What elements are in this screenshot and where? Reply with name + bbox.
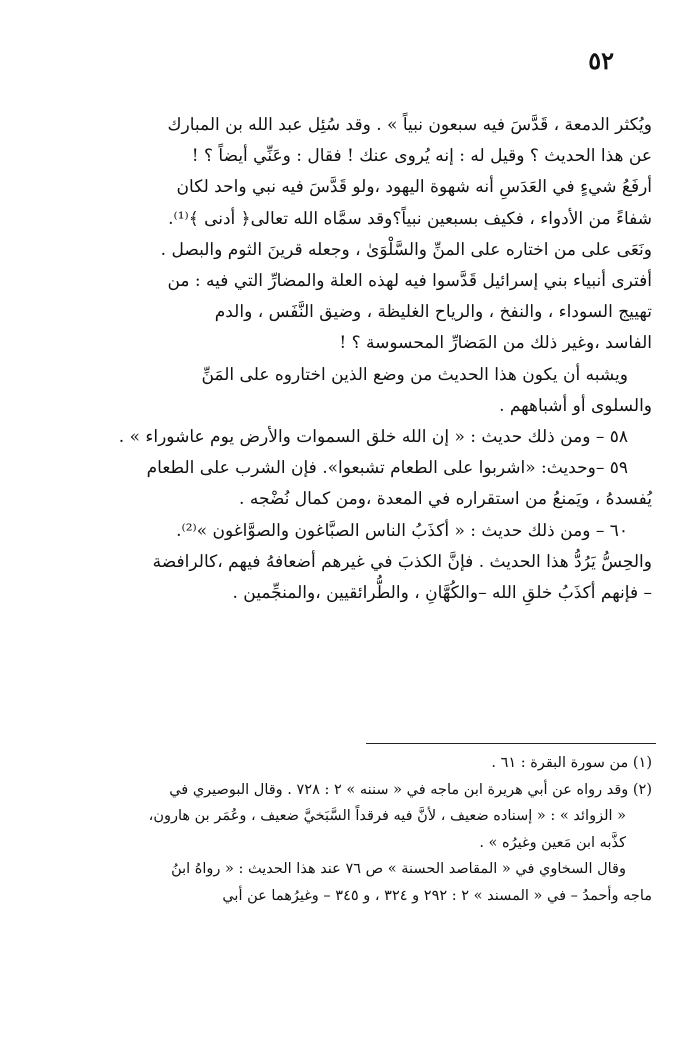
footnote-divider — [366, 743, 656, 744]
footnote-1: (١) من سورة البقرة : ٦١ . — [491, 755, 652, 771]
text-line: الفاسد ،وغير ذلك من المَضارِّ المحسوسة ؟ ! — [339, 333, 652, 354]
footnote-line: كذَّبه ابن مَعين وغيرُه » . — [479, 834, 626, 851]
text-line: ويشبه أن يكون هذا الحديث من وضع الذين اختاروه على المَنِّ — [201, 364, 628, 385]
text-line: يُفسدهُ ، ويَمنعُ من استقراره في المعدة ،ومن كمال نُضْجه . — [239, 489, 652, 510]
page-number: ٥٢ — [588, 46, 614, 75]
text-line: والسلوى أو أشباههم . — [499, 395, 652, 416]
text-line: – فإنهم أكذَبُ خلقِ الله –والكُهَّانِ ، والطُّرائقيين ،والمنجِّمين . — [232, 583, 652, 604]
footnote-line: ماجه وأحمدُ – في « المسند » ٢ : ٢٩٢ و ٣٢٤ ، و ٣٤٥ – وغيرُهما عن أبي — [222, 887, 652, 904]
text-line: ونَعَى على من اختاره على المنِّ والسَّلْوَىٰ ، وجعله قرينَ الثوم والبصل . — [160, 239, 652, 260]
text-line: أفترى أنبياء بني إسرائيل قَدَّسوا فيه لهذه العلة والمضارِّ التي فيه : من — [167, 271, 652, 292]
footnote-line: « الزوائد » : « إسناده ضعيف ، لأنَّ فيه فرقداً السَّبَخيَّ ضعيف ، وعُمَر بن هارون، — [148, 808, 626, 824]
hadith-60: ٦٠ – ومن ذلك حديث : « أكذَبُ الناس الصبَّاغون والصوَّاغون »⁽²⁾. — [176, 520, 628, 541]
footnotes — [40, 750, 652, 909]
hadith-59: ٥٩ –وحديث: «اشربوا على الطعام تشبعوا». فإن الشرب على الطعام — [146, 458, 628, 479]
footnote-2: (٢) وقد رواه عن أبي هريرة ابن ماجه في « سننه » ٢ : ٧٢٨ . وقال البوصيري في — [169, 781, 652, 798]
text-line: والحِسُّ يَرُدُّ هذا الحديث . فإنَّ الكذبَ في غيرهم أضعافهُ فيهم ،كالرافضة — [152, 551, 652, 572]
text-line: شفاءً من الأدواء ، فكيف بسبعين نبياً؟وقد سمَّاه الله تعالى﴿ أدنى ﴾⁽¹⁾. — [168, 208, 652, 229]
hadith-58: ٥٨ – ومن ذلك حديث : « إن الله خلق السموات والأرض يوم عاشوراء » . — [118, 427, 628, 448]
text-line: عن هذا الحديث ؟ وقيل له : إنه يُروى عنك ! فقال : وعَنِّي أيضاً ؟ ! — [191, 146, 652, 167]
main-text — [40, 110, 652, 609]
text-line: أرفَعُ شيءٍ في العَدَسِ أنه شهوة اليهود ،ولو قَدَّسَ فيه نبي واحد لكان — [176, 177, 652, 198]
footnote-line: وقال السخاوي في « المقاصد الحسنة » ص ٧٦ عند هذا الحديث : « رواهُ ابنُ — [171, 861, 626, 877]
text-line: ويُكثر الدمعة ، قَدَّسَ فيه سبعون نبياً » . وقد سُئِل عبد الله بن المبارك — [167, 115, 652, 135]
text-line: تهييج السوداء ، والنفخ ، والرياح الغليظة ، وضيق النَّفَس ، والدم — [214, 302, 652, 323]
